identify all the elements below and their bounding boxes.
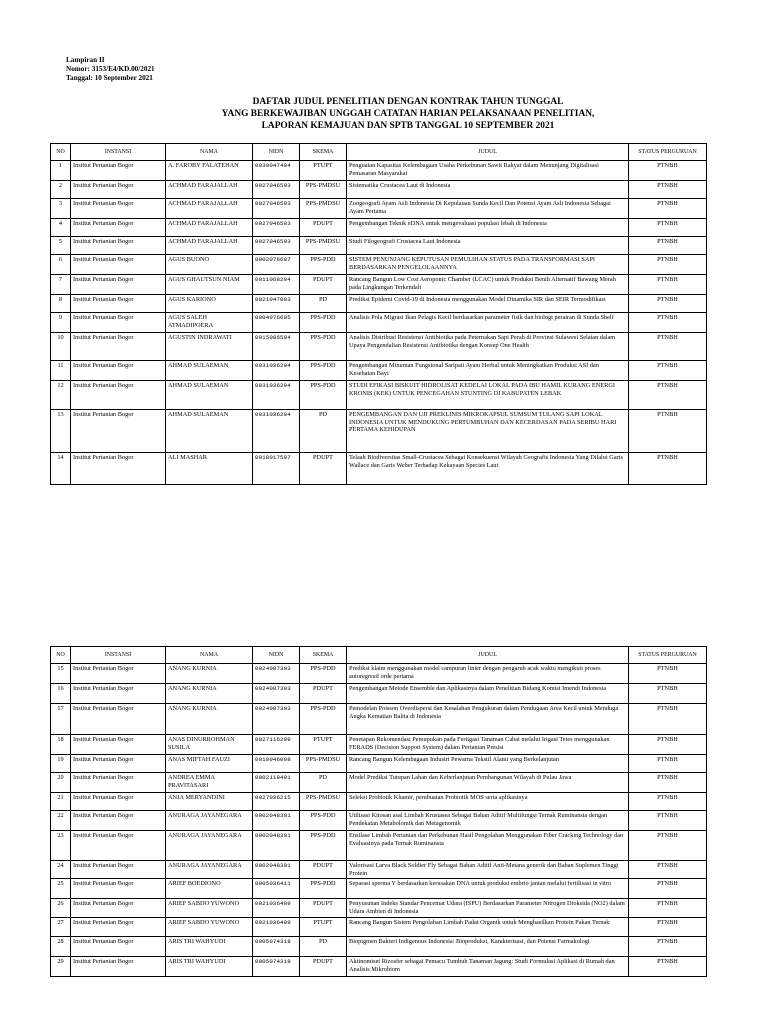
table-row <box>51 664 707 684</box>
cell-nidn: 0002048301 <box>253 811 300 831</box>
cell-judul: Penetapan Rekomendasi Pemupukan pada Fertigasi Tanaman Cabai melalui Irigasi Tetes menggunakan FERADS (Decision Support System) dalam Pertanian Presisi <box>347 735 629 755</box>
cell-nidn: 0031036204 <box>253 361 300 381</box>
cell-nama: ARIEF BOEDIONO <box>166 879 253 899</box>
cell-no: 28 <box>51 937 71 957</box>
cell-nama: ANURAGA JAYANEGARA <box>166 811 253 831</box>
cell-instansi: Institut Pertanian Bogor <box>71 684 166 704</box>
cell-skema: PPS-PDD <box>300 255 347 275</box>
cell-instansi: Institut Pertanian Bogor <box>71 295 166 313</box>
cell-skema: PTUPT <box>300 735 347 755</box>
cell-instansi: Institut Pertanian Bogor <box>71 793 166 811</box>
cell-status: PTNBH <box>629 219 707 237</box>
cell-instansi: Institut Pertanian Bogor <box>71 755 166 773</box>
header-skema: SKEMA <box>300 144 347 161</box>
cell-status: PTNBH <box>629 333 707 361</box>
cell-skema: PDUPT <box>300 899 347 918</box>
cell-judul: Zoogeografi Ayam Asli Indonesia Di Kepulauan Sunda Kecil Dan Potensi Ayam Asli Indonesia Sebagai Ayam Pertama <box>347 199 629 219</box>
cell-judul: Analisis Pola Migrasi Ikan Pelagis Kecil berdasarkan parameter fisik dan biologi perairan di Sunda Shelf <box>347 313 629 333</box>
header-nidn: NIDN <box>253 647 300 664</box>
table-row <box>51 161 707 181</box>
cell-status: PTNBH <box>629 684 707 704</box>
table-row <box>51 361 707 381</box>
cell-no: 7 <box>51 275 71 295</box>
cell-status: PTNBH <box>629 937 707 957</box>
cell-judul: Valorisasi Larva Black Soldier Fly Sebagai Bahan Aditif Anti-Metana generik dan Bahan Suplemen Tinggi Protein <box>347 861 629 879</box>
cell-skema: PDUPT <box>300 957 347 977</box>
cell-nidn: 0027036215 <box>253 793 300 811</box>
table-row <box>51 410 707 453</box>
document-meta <box>66 56 155 84</box>
table-row <box>51 918 707 937</box>
table-row <box>51 255 707 275</box>
table-row <box>51 199 707 219</box>
cell-judul: STUDI EFIKASI BISKUIT HIDROLISAT KEDELAI LOKAL PADA IBU HAMIL KURANG ENERGI KRONIS (KEK) UNTUK PENCEGAHAN STUNTING DI KABUPATEN LEBAK <box>347 381 629 410</box>
header-nama: NAMA <box>166 647 253 664</box>
cell-judul: Penyusunan Indeks Standar Pencemar Udara (ISPU) Berdasarkan Parameter Nitrogen Dioksida (NO2) dalam Udara Ambien di Indonesia <box>347 899 629 918</box>
cell-skema: PPS-PDD <box>300 664 347 684</box>
cell-nama: ANAS MIFTAH FAUZI <box>166 755 253 773</box>
cell-no: 23 <box>51 831 71 861</box>
cell-nidn: 0021047003 <box>253 295 300 313</box>
cell-no: 9 <box>51 313 71 333</box>
cell-instansi: Institut Pertanian Bogor <box>71 361 166 381</box>
cell-nidn: 0002048301 <box>253 831 300 861</box>
cell-status: PTNBH <box>629 704 707 735</box>
cell-skema: PD <box>300 773 347 793</box>
cell-status: PTNBH <box>629 199 707 219</box>
document-title <box>48 97 768 132</box>
cell-status: PTNBH <box>629 381 707 410</box>
cell-skema: PDUPT <box>300 684 347 704</box>
cell-judul: PENGEMBANGAN DAN UJI PREKLINIS MIKROKAPSUL SUMSUM TULANG SAPI LOKAL INDONESIA UNTUK MENDUKUNG PERTUMBUHAN DAN KECERDASAN PADA SERIBU HARI PERTAMA KEHIDUPAN <box>347 410 629 453</box>
cell-skema: PPS-PMDSU <box>300 755 347 773</box>
header-no: NO <box>51 647 71 664</box>
cell-status: PTNBH <box>629 957 707 977</box>
cell-nama: AHMAD SULAEMAN <box>166 410 253 453</box>
cell-nama: AGUS SALEH ATMADIPOERA <box>166 313 253 333</box>
cell-no: 17 <box>51 704 71 735</box>
lampiran-label: Lampiran II <box>66 56 105 64</box>
cell-nidn: 0024087303 <box>253 664 300 684</box>
cell-skema: PPS-PDD <box>300 313 347 333</box>
title-line-1: DAFTAR JUDUL PENELITIAN DENGAN KONTRAK TAHUN TUNGGAL <box>252 97 564 107</box>
cell-nama: ANDREA EMMA PRAVITASARI <box>166 773 253 793</box>
cell-status: PTNBH <box>629 831 707 861</box>
cell-instansi: Institut Pertanian Bogor <box>71 275 166 295</box>
cell-status: PTNBH <box>629 453 707 485</box>
table-row <box>51 181 707 199</box>
cell-nidn: 0011068204 <box>253 275 300 295</box>
cell-skema: PPS-PDD <box>300 333 347 361</box>
cell-nama: AHMAD SULAEMAN <box>166 381 253 410</box>
cell-no: 8 <box>51 295 71 313</box>
nomor-label: Nomor: 3153/E4/KD.00/2021 <box>66 65 155 74</box>
cell-nama: AGUS GHAUTSUN NIAM <box>166 275 253 295</box>
cell-skema: PPS-PMDSU <box>300 199 347 219</box>
cell-instansi: Institut Pertanian Bogor <box>71 957 166 977</box>
cell-status: PTNBH <box>629 664 707 684</box>
header-judul: JUDUL <box>347 144 629 161</box>
cell-status: PTNBH <box>629 275 707 295</box>
cell-nama: ACHMAD FARAJALLAH <box>166 199 253 219</box>
cell-skema: PDUPT <box>300 275 347 295</box>
cell-status: PTNBH <box>629 735 707 755</box>
cell-nidn: 0002048301 <box>253 861 300 879</box>
cell-status: PTNBH <box>629 313 707 333</box>
cell-judul: SISTEM PENUNJANG KEPUTUSAN PEMULIHAN STATUS PADA TRANSFORMASI SAPI BERDASARKAN PENGELOLAANNYA <box>347 255 629 275</box>
cell-nama: ANANG KURNIA <box>166 684 253 704</box>
cell-judul: Studi Filogeografi Crustacea Laut Indonesia <box>347 237 629 255</box>
cell-nidn: 0027046503 <box>253 219 300 237</box>
table-row <box>51 793 707 811</box>
title-line-2: YANG BERKEWAJIBAN UNGGAH CATATAN HARIAN PELAKSANAAN PENELITIAN, <box>221 108 595 119</box>
table-row <box>51 704 707 735</box>
cell-judul: Aktinomiset Rizosfer sebagai Pemacu Tumbuh Tanaman Jagung: Studi Formulasi Aplikasi di Rumah dan Analisis Mikrobiom <box>347 957 629 977</box>
header-instansi: INSTANSI <box>71 144 166 161</box>
cell-instansi: Institut Pertanian Bogor <box>71 255 166 275</box>
cell-skema: PPS-PDD <box>300 879 347 899</box>
cell-nama: ARIS TRI WAHYUDI <box>166 957 253 977</box>
cell-nidn: 0018017507 <box>253 453 300 485</box>
cell-judul: Seleksi Probiotik Khamir, pembuatan Probiotik MOS serta aplikasinya <box>347 793 629 811</box>
table-row <box>51 453 707 485</box>
cell-instansi: Institut Pertanian Bogor <box>71 918 166 937</box>
cell-skema: PPS-PDD <box>300 704 347 735</box>
table-header-row <box>51 647 707 664</box>
cell-nama: ANURAGA JAYANEGARA <box>166 861 253 879</box>
cell-nidn: 0027046503 <box>253 199 300 219</box>
cell-judul: Sistematika Crustacea Laut di Indonesia <box>347 181 629 199</box>
cell-no: 6 <box>51 255 71 275</box>
cell-nidn: 0024087303 <box>253 704 300 735</box>
table-row <box>51 811 707 831</box>
cell-status: PTNBH <box>629 811 707 831</box>
cell-nidn: 0002076607 <box>253 255 300 275</box>
cell-no: 18 <box>51 735 71 755</box>
cell-judul: Telaah Biodiversitas Small-Crustacea Sebagai Konsekuensi Wilayah Geografis Indonesia Yang Dilalui Garis Wallace dan Garis Weber Terhadap Kekayaan Species Laut <box>347 453 629 485</box>
cell-status: PTNBH <box>629 161 707 181</box>
cell-instansi: Institut Pertanian Bogor <box>71 381 166 410</box>
table-row <box>51 381 707 410</box>
cell-nama: ACHMAD FARAJALLAH <box>166 219 253 237</box>
cell-no: 4 <box>51 219 71 237</box>
cell-instansi: Institut Pertanian Bogor <box>71 453 166 485</box>
cell-nama: AGUS KARIONO <box>166 295 253 313</box>
header-no: NO <box>51 144 71 161</box>
table-row <box>51 755 707 773</box>
cell-nama: AGUS BUONO <box>166 255 253 275</box>
cell-nama: ARIS TRI WAHYUDI <box>166 937 253 957</box>
cell-nama: AGUSTIN INDRAWATI <box>166 333 253 361</box>
cell-skema: PPS-PMDSU <box>300 237 347 255</box>
cell-instansi: Institut Pertanian Bogor <box>71 181 166 199</box>
cell-no: 22 <box>51 811 71 831</box>
cell-nidn: 0019046008 <box>253 755 300 773</box>
cell-instansi: Institut Pertanian Bogor <box>71 899 166 918</box>
cell-judul: Separasi sperma Y berdasarkan kerusakan DNA untuk produksi embrio jantan melalui fertilisasi in vitro <box>347 879 629 899</box>
table-row <box>51 735 707 755</box>
table-row <box>51 879 707 899</box>
cell-no: 29 <box>51 957 71 977</box>
cell-nidn: 0031036204 <box>253 410 300 453</box>
cell-status: PTNBH <box>629 899 707 918</box>
cell-nidn: 0027116209 <box>253 735 300 755</box>
cell-no: 2 <box>51 181 71 199</box>
cell-nama: ANURAGA JAYANEGARA <box>166 831 253 861</box>
header-status: STATUS PERGURUAN <box>629 647 707 664</box>
cell-skema: PD <box>300 937 347 957</box>
cell-skema: PPS-PMDSU <box>300 181 347 199</box>
table-row <box>51 219 707 237</box>
table-row <box>51 313 707 333</box>
cell-instansi: Institut Pertanian Bogor <box>71 333 166 361</box>
cell-instansi: Institut Pertanian Bogor <box>71 199 166 219</box>
cell-judul: Prediksi klaim menggunakan model campuran linier dengan pengaruh acak waktu mengikuti proses autoregresif orde pertama <box>347 664 629 684</box>
cell-no: 5 <box>51 237 71 255</box>
cell-instansi: Institut Pertanian Bogor <box>71 410 166 453</box>
cell-nama: ACHMAD FARAJALLAH <box>166 181 253 199</box>
cell-status: PTNBH <box>629 181 707 199</box>
table-row <box>51 684 707 704</box>
header-nidn: NIDN <box>253 144 300 161</box>
cell-status: PTNBH <box>629 879 707 899</box>
cell-status: PTNBH <box>629 918 707 937</box>
cell-skema: PD <box>300 410 347 453</box>
cell-no: 27 <box>51 918 71 937</box>
cell-skema: PDUPT <box>300 861 347 879</box>
cell-instansi: Institut Pertanian Bogor <box>71 831 166 861</box>
cell-instansi: Institut Pertanian Bogor <box>71 735 166 755</box>
cell-no: 19 <box>51 755 71 773</box>
table-header-row <box>51 144 707 161</box>
cell-instansi: Institut Pertanian Bogor <box>71 237 166 255</box>
cell-nama: ALI MASHAR <box>166 453 253 485</box>
cell-judul: Penguatan Kapasitas Kelembagaan Usaha Perkebunan Sawit Rakyat dalam Menunjang Digitalisasi Pemasaran Masyarakat <box>347 161 629 181</box>
cell-instansi: Institut Pertanian Bogor <box>71 879 166 899</box>
cell-instansi: Institut Pertanian Bogor <box>71 937 166 957</box>
cell-status: PTNBH <box>629 295 707 313</box>
table-row <box>51 295 707 313</box>
cell-instansi: Institut Pertanian Bogor <box>71 664 166 684</box>
cell-skema: PPS-PDD <box>300 381 347 410</box>
cell-nama: ANJA MERYANDINI <box>166 793 253 811</box>
cell-no: 16 <box>51 684 71 704</box>
table-row <box>51 237 707 255</box>
cell-instansi: Institut Pertanian Bogor <box>71 704 166 735</box>
cell-judul: Pengembangan Metode Ensemble dan Aplikasinya dalam Penelitian Bidang Komisi Imendi Indonesia <box>347 684 629 704</box>
cell-instansi: Institut Pertanian Bogor <box>71 161 166 181</box>
cell-nama: A. FAROBY FALATEHAN <box>166 161 253 181</box>
cell-skema: PPS-PDD <box>300 811 347 831</box>
cell-instansi: Institut Pertanian Bogor <box>71 219 166 237</box>
cell-nama: AHMAD SULAEMAN <box>166 361 253 381</box>
header-judul: JUDUL <box>347 647 629 664</box>
title-line-3: LAPORAN KEMAJUAN DAN SPTB TANGGAL 10 SEPTEMBER 2021 <box>261 120 555 131</box>
cell-instansi: Institut Pertanian Bogor <box>71 773 166 793</box>
cell-nidn: 0004076605 <box>253 313 300 333</box>
table-row <box>51 937 707 957</box>
cell-status: PTNBH <box>629 773 707 793</box>
cell-no: 21 <box>51 793 71 811</box>
cell-no: 10 <box>51 333 71 361</box>
cell-nidn: 0021036409 <box>253 899 300 918</box>
cell-no: 13 <box>51 410 71 453</box>
cell-judul: Pemodelan Poisson Overdispersi dan Kesalahan Pengukuran dalam Pendugaan Area Kecil untuk Menduga Angka Kematian Balita di Indonesia <box>347 704 629 735</box>
cell-judul: Analisis Distribusi Resistensi Antibiotika pada Peternakan Sapi Perah di Provinsi Sulawesi Selatan dalam Upaya Pengendalian Resistensi Antibiotika dengan Konsep One Health <box>347 333 629 361</box>
cell-no: 20 <box>51 773 71 793</box>
cell-status: PTNBH <box>629 861 707 879</box>
cell-judul: Rancang Bangun Low Cost Aeroponic Chamber (LCAC) untuk Produksi Benih Alternatif Bawang Merah pada Lingkungan Terkendali <box>347 275 629 295</box>
cell-skema: PDUPT <box>300 453 347 485</box>
cell-nidn: 0015086504 <box>253 333 300 361</box>
cell-status: PTNBH <box>629 361 707 381</box>
cell-instansi: Institut Pertanian Bogor <box>71 313 166 333</box>
research-table-page-2 <box>50 646 707 977</box>
table-row <box>51 899 707 918</box>
cell-nidn: 0027046503 <box>253 181 300 199</box>
cell-skema: PPS-PMDSU <box>300 793 347 811</box>
cell-skema: PD <box>300 295 347 313</box>
cell-nidn: 0005074318 <box>253 957 300 977</box>
header-skema: SKEMA <box>300 647 347 664</box>
cell-nidn: 0005036411 <box>253 879 300 899</box>
cell-no: 25 <box>51 879 71 899</box>
tanggal-label: Tanggal: 10 September 2021 <box>66 74 153 83</box>
cell-nidn: 0031036204 <box>253 381 300 410</box>
cell-instansi: Institut Pertanian Bogor <box>71 861 166 879</box>
cell-skema: PPS-PDD <box>300 831 347 861</box>
header-nama: NAMA <box>166 144 253 161</box>
table-row <box>51 861 707 879</box>
cell-status: PTNBH <box>629 793 707 811</box>
cell-no: 26 <box>51 899 71 918</box>
cell-judul: Pengembangan Teknik eDNA untuk mengevaluasi populasi lebah di Indonesia <box>347 219 629 237</box>
cell-no: 12 <box>51 381 71 410</box>
cell-nama: ACHMAD FARAJALLAH <box>166 237 253 255</box>
cell-nidn: 0024087303 <box>253 684 300 704</box>
cell-nidn: 0002118401 <box>253 773 300 793</box>
research-table-page-1 <box>50 143 707 485</box>
cell-nidn: 0021036409 <box>253 918 300 937</box>
cell-status: PTNBH <box>629 237 707 255</box>
cell-judul: Pengembangan Minuman Fungsional Saripati Ayam Herbal untuk Meningkatkan Produksi ASI dan Kesehatan Bayi <box>347 361 629 381</box>
cell-nama: ANANG KURNIA <box>166 664 253 684</box>
cell-skema: PPS-PDD <box>300 361 347 381</box>
cell-no: 24 <box>51 861 71 879</box>
cell-nidn: 0027046503 <box>253 237 300 255</box>
table-row <box>51 957 707 977</box>
table-row <box>51 773 707 793</box>
cell-no: 15 <box>51 664 71 684</box>
table-row <box>51 831 707 861</box>
table-row <box>51 275 707 295</box>
cell-judul: Biopigmen Bakteri Indigenous Indonesia: Bioproduksi, Karakterisasi, dan Potensi Farmakologi <box>347 937 629 957</box>
cell-judul: Ensilase Limbah Pertanian dan Perkebunan Hasil Pengolahan Menggunakan Fiber Cracking Technology dan Evaluasinya pada Ternak Ruminansia <box>347 831 629 861</box>
cell-judul: Utilisasi Kitosan asal Limbah Krustasea Sebagai Bahan Aditif Multifungsi Ternak Ruminansia dengan Pendekatan Metabolomik dan Metagenomik <box>347 811 629 831</box>
header-status: STATUS PERGURUAN <box>629 144 707 161</box>
cell-skema: PTUPT <box>300 161 347 181</box>
cell-judul: Rancang Bangun Kelembagaan Industri Pewarna Tekstil Alami yang Berkelanjutan <box>347 755 629 773</box>
cell-status: PTNBH <box>629 410 707 453</box>
cell-status: PTNBH <box>629 255 707 275</box>
cell-no: 1 <box>51 161 71 181</box>
cell-nama: ARIEF SABDO YUWONO <box>166 899 253 918</box>
cell-judul: Model Prediksi Tutupan Lahan dan Keberlanjutan Pembangunan Wilayah di Pulau Jawa <box>347 773 629 793</box>
cell-no: 14 <box>51 453 71 485</box>
cell-skema: PDUPT <box>300 219 347 237</box>
header-instansi: INSTANSI <box>71 647 166 664</box>
cell-nama: ANANG KURNIA <box>166 704 253 735</box>
cell-judul: Rancang Bangun Sistem Pengolahan Limbah Padat Organik untuk Menghasilkan Protein Pakan Ternak <box>347 918 629 937</box>
cell-instansi: Institut Pertanian Bogor <box>71 811 166 831</box>
cell-nidn: 0005074318 <box>253 937 300 957</box>
cell-no: 11 <box>51 361 71 381</box>
table-row <box>51 333 707 361</box>
cell-nama: ARIEF SABDO YUWONO <box>166 918 253 937</box>
cell-skema: PTUPT <box>300 918 347 937</box>
cell-nidn: 0030047404 <box>253 161 300 181</box>
cell-judul: Prediksi Epidemi Covid-19 di Indonesia menggunakan Model Dinamika SIR dan SEIR Termodifikasi <box>347 295 629 313</box>
cell-nama: ANAS DINURROHMAN SUSILA <box>166 735 253 755</box>
cell-no: 3 <box>51 199 71 219</box>
cell-status: PTNBH <box>629 755 707 773</box>
